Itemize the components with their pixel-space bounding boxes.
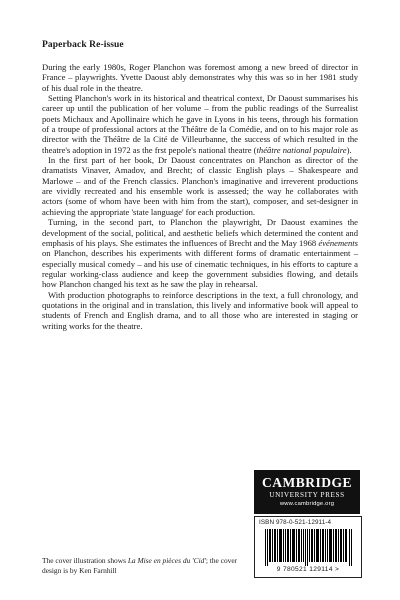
barcode-digits: 9 780521 129114 > xyxy=(276,566,340,573)
paragraph-intro: During the early 1980s, Roger Planchon was foremost among a new breed of director in France – playwrights. Yvette Daoust ably demonstrates why this was so in her 1981 study of his dual role in the theatre. xyxy=(42,62,358,93)
publisher-subtitle: UNIVERSITY PRESS xyxy=(269,491,345,499)
paragraph-playwright-end: on Planchon, describes his experiments with different forms of dramatic entertainment – especially musical comedy – and his use of cinematic techniques, in his efforts to capture a regular working-class audience and keep the government subsidies flowing, and details how Planchon changed his text as he saw the play in rehearsal. xyxy=(42,248,358,290)
paragraph-context-end: ). xyxy=(346,144,352,155)
cover-credit xyxy=(42,556,242,575)
paragraph-closing: With production photographs to reinforce descriptions in the text, a full chronology, and quotations in the original and in translation, this lively and informative book will appeal to students of French and English drama, and to all those who are interested in staging or writing works for the theatre. xyxy=(42,289,358,331)
cover-credit-prefix: The cover illustration shows xyxy=(42,556,128,565)
paragraph-playwright xyxy=(42,217,358,289)
publisher-logo xyxy=(254,470,360,514)
cover-credit-title: La Mise en pièces du 'Cid' xyxy=(127,556,206,565)
isbn-label: ISBN 978-0-521-12911-4 xyxy=(259,519,332,526)
paragraph-playwright-text: Turning, in the second part, to Planchon the playwright, Dr Daoust examines the development of the social, political, and aesthetic beliefs which determined the content and emphasis of his plays. She estimates the influences of Brecht and the May 1968 xyxy=(42,217,358,248)
publisher-url: www.cambridge.org xyxy=(279,501,335,507)
paragraph-context-italic: théâtre national populaire xyxy=(256,144,347,155)
cover-credit-suffix: ; the cover design is by Ken Farnhill xyxy=(42,556,238,575)
publisher-name: CAMBRIDGE xyxy=(261,475,352,490)
paragraph-context-text: Setting Planchon's work in its historical and theatrical context, Dr Daoust summarises his career up until the publication of her volume – from the public readings of the Surrealist poets Michaux and Apollinaire which he gave in Lyons in his teens, through his formation of a troupe of professional actors at the Théâtre de la Comédie, and on to his major role as director with the Théâtre de la Cité de Villeurbanne, the success of which resulted in the theatre's adoption in 1972 as the frst pepole's national theatre ( xyxy=(42,93,358,155)
page-heading: Paperback Re-issue xyxy=(42,40,124,50)
paragraph-director: In the first part of her book, Dr Daoust concentrates on Planchon as director of the dramatists Vinaver, Amadov, and Brecht; of classic English plays – Shakespeare and Marlowe – and of the French classics. Planchon's imaginative and irreverent productions are vividly recreated and his ensemble work is assessed; the way he collaborates with actors (some of whom have been with him from the start), composer, and set-designer in achieving the appropriate 'state language' for each production. xyxy=(42,155,358,217)
isbn-barcode xyxy=(254,516,362,578)
paragraph-context xyxy=(42,93,358,155)
barcode-bars-icon xyxy=(265,529,353,566)
paragraph-playwright-italic: événements xyxy=(318,237,358,248)
blurb-text xyxy=(42,62,358,331)
